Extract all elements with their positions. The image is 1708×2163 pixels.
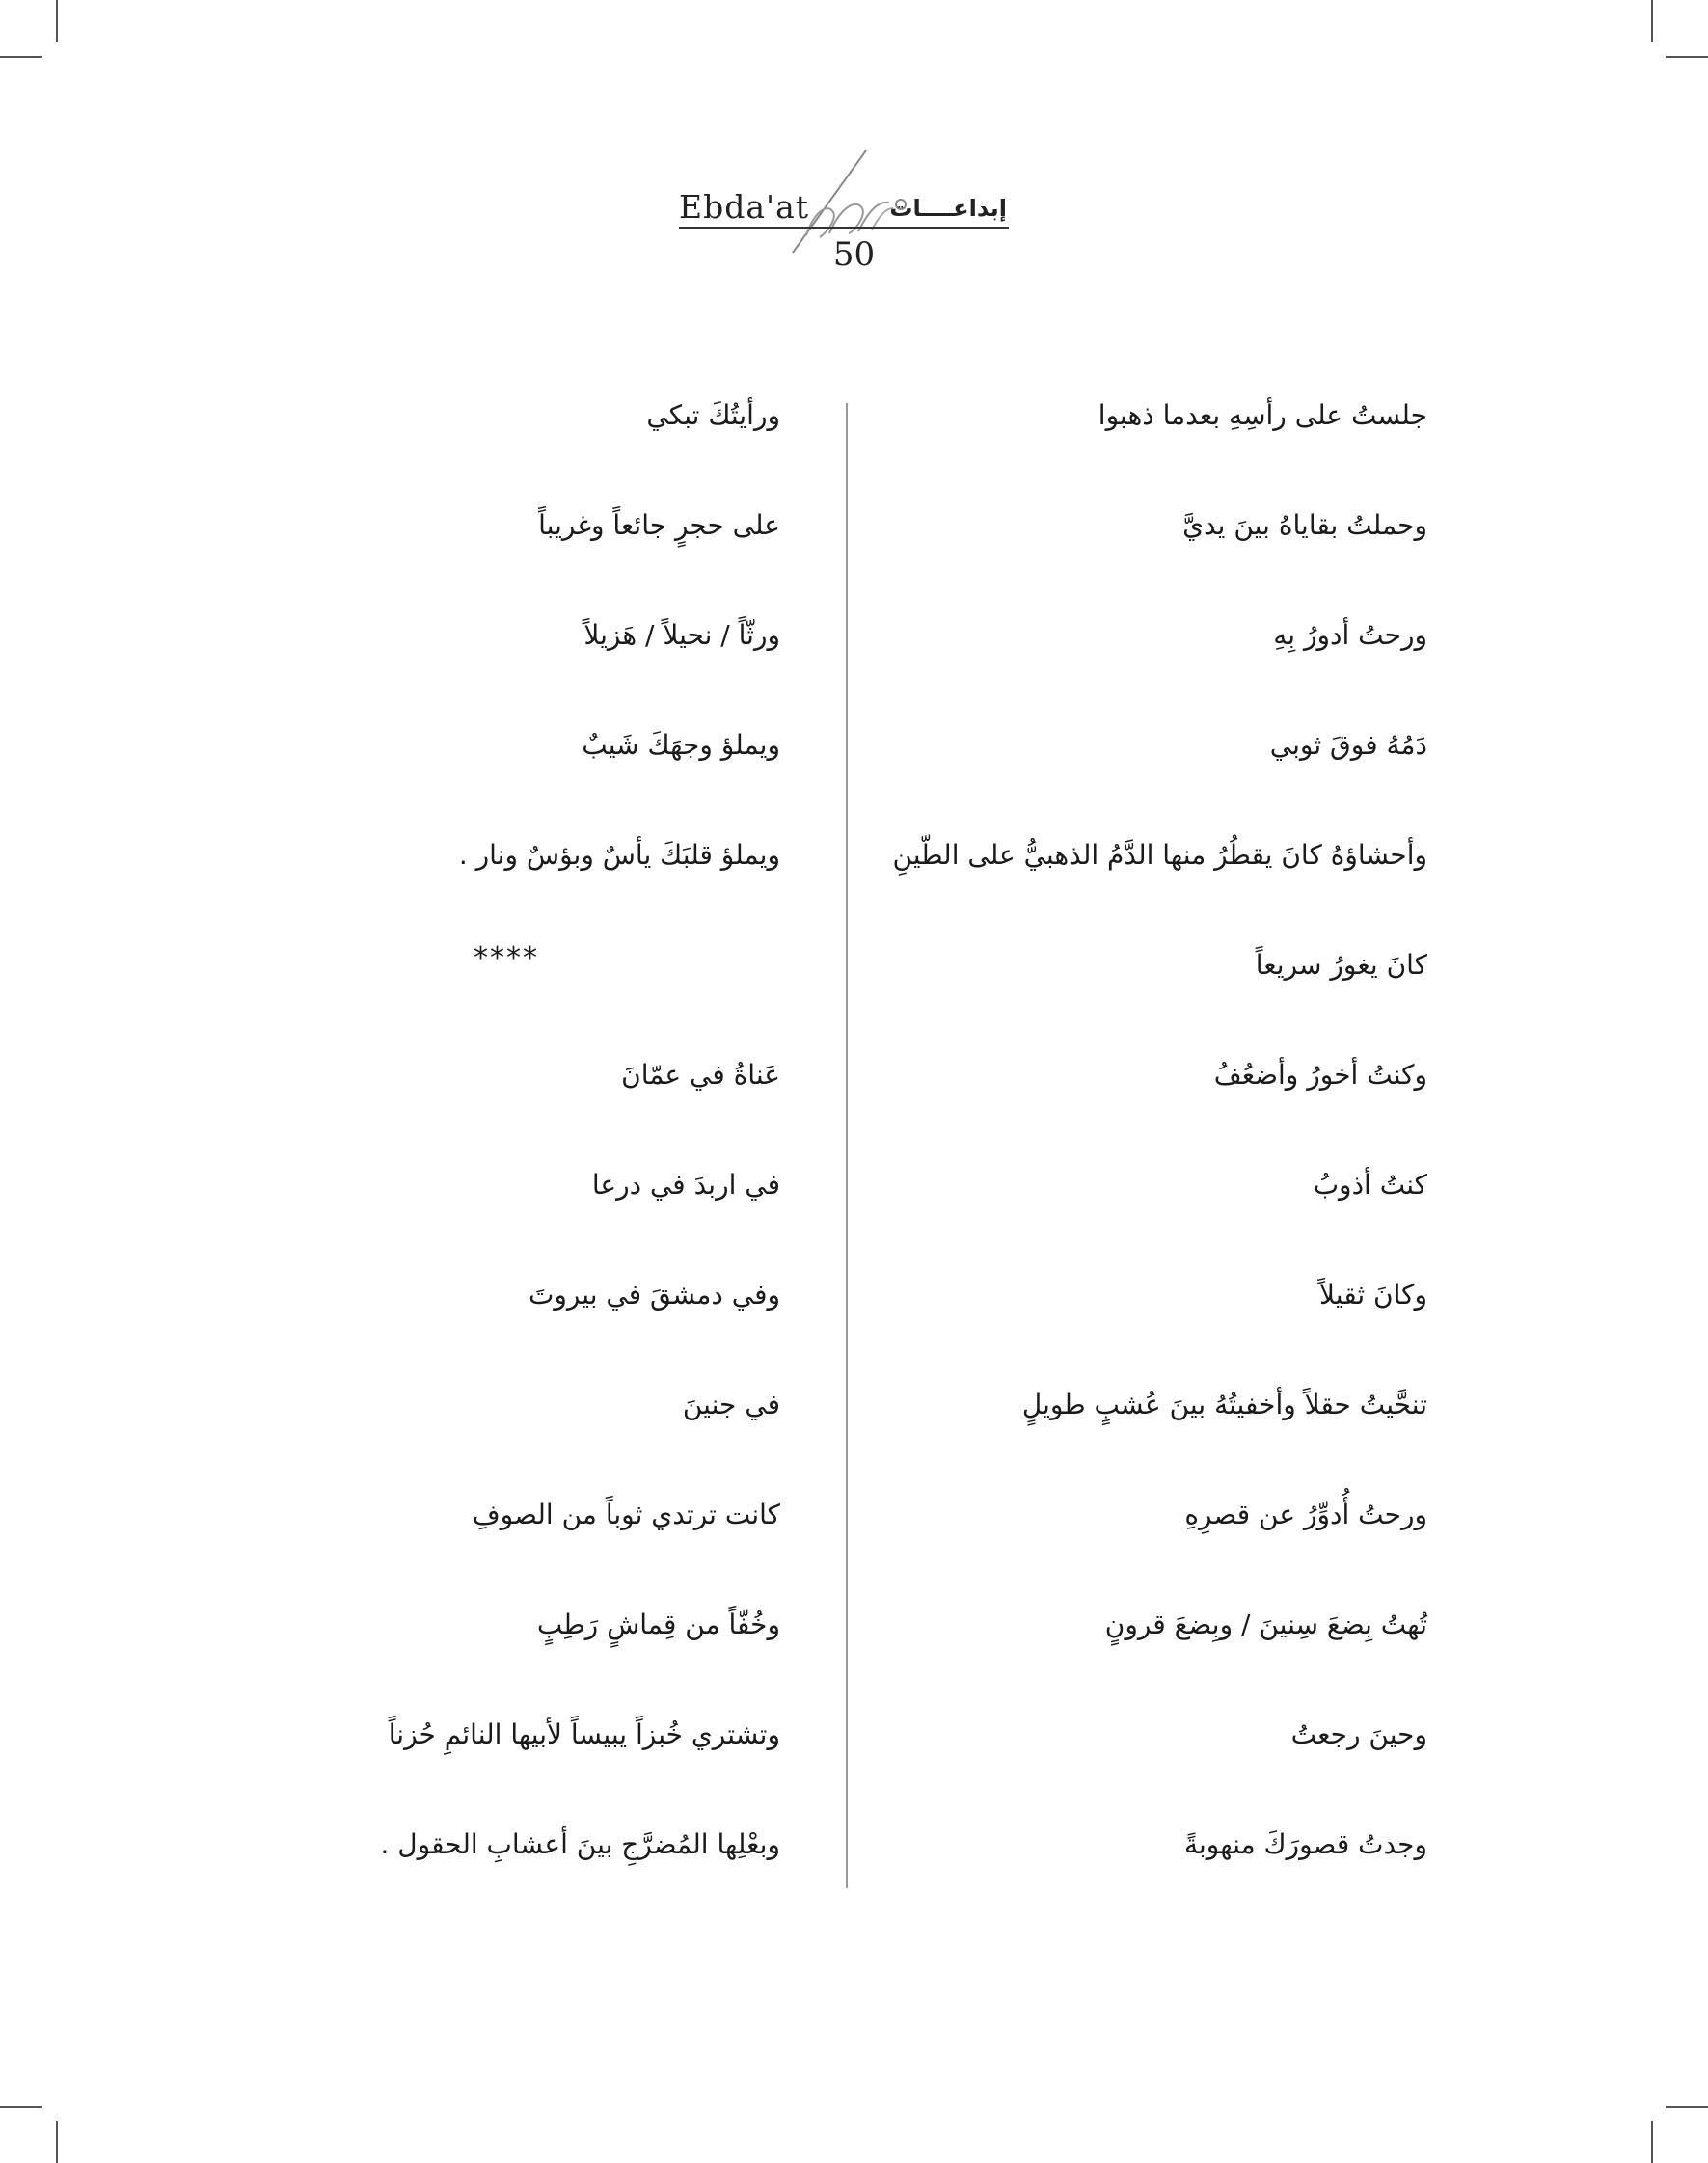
- header-latin-title: Ebda'at: [679, 188, 810, 226]
- header-arabic-title: إبداعــــات: [889, 195, 1007, 222]
- crop-mark-bottom-right-v: [1651, 2121, 1653, 2163]
- verse-line: وحملتُ بقاياهُ بينَ يديَّ: [1182, 509, 1427, 541]
- verse-line: وخُفّاً من قِماشٍ رَطِبٍ: [536, 1609, 780, 1640]
- verse-line: وبعْلِها المُضرَّجِ بينَ أعشابِ الحقول .: [380, 1828, 780, 1860]
- verse-line: ويملؤ قلبَكَ يأسٌ وبؤسٌ ونار .: [458, 839, 780, 871]
- page-number: 50: [832, 235, 876, 274]
- crop-mark-top-right-v: [1651, 0, 1653, 42]
- verse-line: في جنينَ: [682, 1389, 780, 1420]
- verse-line: كانت ترتدي ثوباً من الصوفِ: [472, 1499, 780, 1530]
- verse-line: تنحَّيتُ حقلاً وأخفيتُهُ بينَ عُشبٍ طويلٍ: [1021, 1389, 1427, 1420]
- crop-mark-top-left-v: [56, 0, 58, 42]
- verse-line: وفي دمشقَ في بيروتَ: [528, 1279, 780, 1311]
- verse-line: ورأيتُكَ تبكي: [646, 399, 780, 431]
- verse-line: في اربدَ في درعا: [591, 1169, 780, 1201]
- verse-line: وكنتُ أخورُ وأضعُفُ: [1213, 1059, 1427, 1091]
- verse-line: دَمُهُ فوقَ ثوبي: [1269, 729, 1427, 761]
- verse-line: على حجرٍ جائعاً وغريباً: [538, 509, 780, 541]
- crop-mark-bottom-left-h: [0, 2106, 42, 2108]
- column-divider: [846, 403, 848, 1888]
- verse-line: ورحتُ أدورُ بِهِ: [1273, 619, 1427, 651]
- verse-line: ويملؤ وجهَكَ شَيبٌ: [582, 729, 780, 761]
- verse-line: عَناةُ في عمّانَ: [621, 1059, 780, 1091]
- crop-mark-top-right-h: [1666, 56, 1708, 58]
- header-rule: [679, 227, 1009, 229]
- crop-mark-bottom-left-v: [56, 2121, 58, 2163]
- verse-line: ورثّاً / نحيلاً / هَزيلاً: [583, 619, 780, 651]
- verse-line: وأحشاؤهُ كانَ يقطُرُ منها الدَّمُ الذهبيُّ على الطّينِ: [892, 839, 1427, 871]
- verse-line: جلستُ على رأسِهِ بعدما ذهبوا: [1098, 399, 1427, 431]
- verse-line: وجدتُ قصورَكَ منهوبةً: [1183, 1828, 1427, 1860]
- verse-line: كنتُ أذوبُ: [1313, 1169, 1427, 1201]
- verse-line: تُهتُ بِضعَ سِنينَ / وبِضعَ قرونٍ: [1104, 1609, 1427, 1640]
- verse-line: وحينَ رجعتُ: [1290, 1718, 1427, 1750]
- verse-line: كانَ يغورُ سريعاً: [1255, 949, 1427, 981]
- crop-mark-bottom-right-h: [1666, 2106, 1708, 2108]
- verse-line: وتشتري خُبزاً يبيساً لأبيها النائمِ حُزناً: [388, 1718, 780, 1750]
- verse-line: وكانَ ثقيلاً: [1319, 1279, 1427, 1311]
- section-separator: ****: [474, 941, 539, 975]
- verse-line: ورحتُ أُدوِّرُ عن قصرِهِ: [1184, 1499, 1427, 1530]
- crop-mark-top-left-h: [0, 56, 42, 58]
